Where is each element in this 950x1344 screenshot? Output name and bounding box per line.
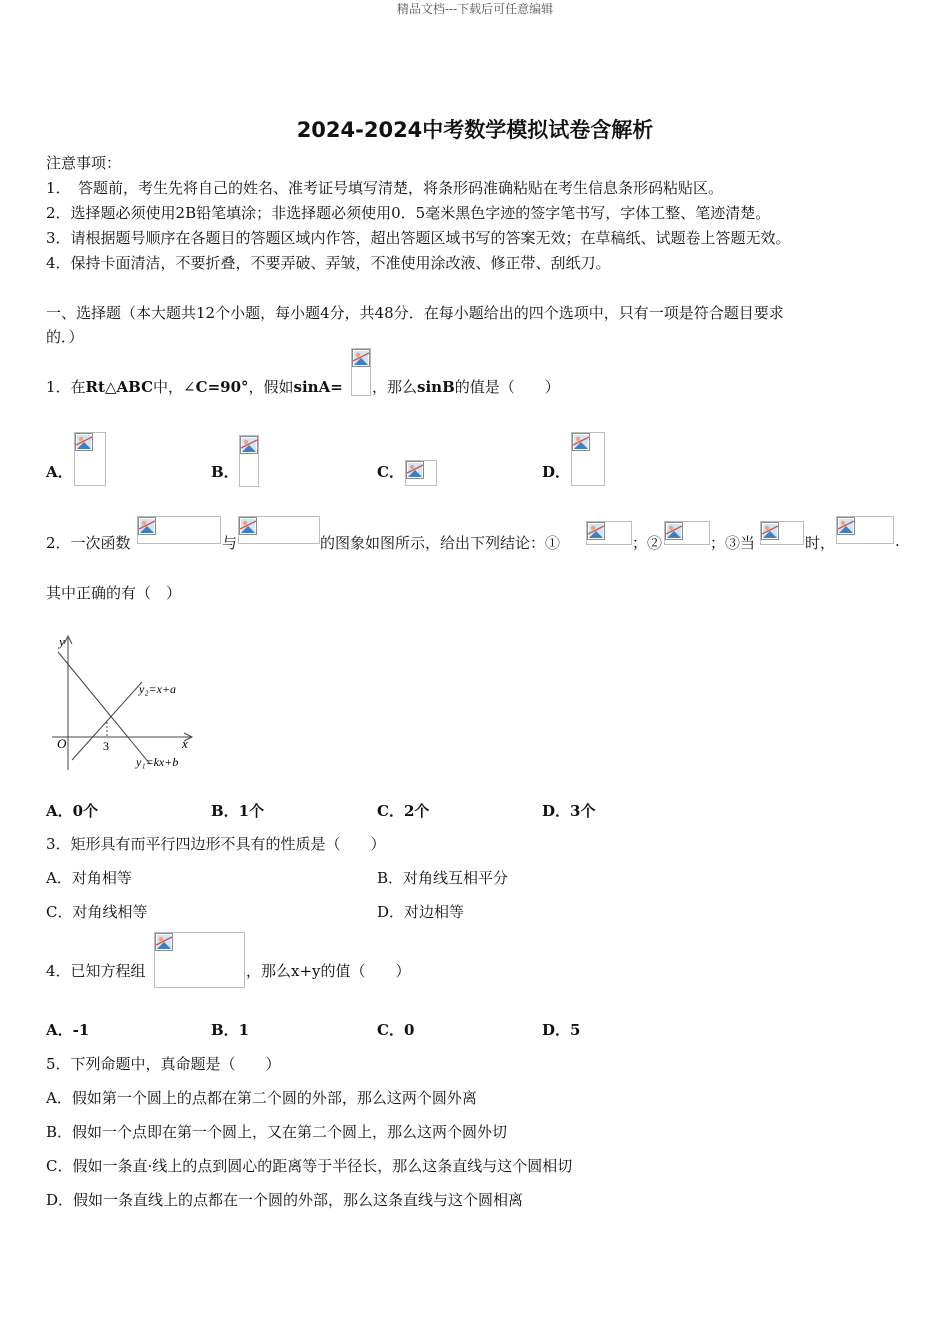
q2-conclusion2-image bbox=[664, 521, 710, 545]
notice-item-3: 3．请根据题号顺序在各题目的答题区域内作答，超出答题区域书写的答案无效；在草稿纸、试题卷上答题无效。 bbox=[46, 229, 791, 247]
q2-sep1: ；② bbox=[632, 534, 663, 552]
q2-end: . bbox=[895, 532, 900, 550]
origin-label: O bbox=[57, 736, 67, 751]
line-y2-label: y₂=x+a bbox=[139, 682, 177, 696]
line-y1-label: y₁=kx+b bbox=[136, 755, 179, 769]
question-1-stem-end bbox=[372, 376, 560, 397]
q1-option-d-image bbox=[571, 432, 605, 486]
q3-option-b: B．对角线互相平分 bbox=[377, 869, 509, 887]
q1-option-c-image bbox=[405, 460, 437, 486]
q5-option-d: D．假如一条直线上的点都在一个圆的外部，那么这条直线与这个圆相离 bbox=[46, 1191, 524, 1209]
q4-pre: 4．已知方程组 bbox=[46, 962, 146, 980]
q5-option-a: A．假如第一个圆上的点都在第二个圆的外部，那么这两个圆外离 bbox=[46, 1089, 477, 1107]
q2-mid: 的图象如图所示，给出下列结论：① bbox=[320, 534, 561, 552]
q3-option-d: D．对边相等 bbox=[377, 903, 465, 921]
q3-stem: 3．矩形具有而平行四边形不具有的性质是（ ） bbox=[46, 835, 386, 853]
q3-option-c: C．对角线相等 bbox=[46, 903, 148, 921]
q1-c90: C=90° bbox=[195, 378, 249, 396]
q1-option-b-image bbox=[239, 435, 259, 487]
broken-image-icon bbox=[406, 461, 424, 479]
section1-heading-line2: 的．） bbox=[46, 328, 84, 346]
q2-and: 与 bbox=[222, 534, 238, 552]
q2-sep2: ；③当 bbox=[710, 534, 756, 552]
q1-pre: 1．在 bbox=[46, 378, 86, 396]
q4-post: ，那么x+y的值（ ） bbox=[246, 962, 411, 980]
q2-option-d: D．3个 bbox=[542, 802, 596, 820]
q2-option-a: A．0个 bbox=[46, 802, 99, 820]
q2-when: 时， bbox=[805, 534, 836, 552]
q1-option-c: C． bbox=[377, 463, 404, 481]
q5-option-c: C．假如一条直·线上的点到圆心的距离等于半径长，那么这条直线与这个圆相切 bbox=[46, 1157, 573, 1175]
q2-option-c: C．2个 bbox=[377, 802, 430, 820]
q1-option-d: D． bbox=[542, 463, 571, 481]
q4-equation-system-image bbox=[154, 932, 245, 988]
q2-function2-image bbox=[238, 516, 320, 544]
x-axis-label: x bbox=[182, 736, 188, 751]
q2-function-graph bbox=[46, 630, 206, 780]
question-1-stem bbox=[46, 376, 343, 397]
q2-condition-image bbox=[760, 521, 804, 545]
q1-post1: ，那么 bbox=[372, 378, 418, 396]
section1-heading-line1: 一、选择题（本大题共12个小题，每小题4分，共48分．在每小题给出的四个选项中，只有一项是符合题目要求 bbox=[46, 304, 784, 322]
q1-mid2: 中，∠ bbox=[153, 378, 196, 396]
q2-pre: 2．一次函数 bbox=[46, 534, 131, 552]
broken-image-icon bbox=[837, 517, 855, 535]
q5-stem: 5．下列命题中，真命题是（ ） bbox=[46, 1055, 281, 1073]
q4-option-a: A．-1 bbox=[46, 1021, 90, 1039]
y-axis-label: y bbox=[59, 634, 65, 649]
broken-image-icon bbox=[239, 517, 257, 535]
q1-option-a-image bbox=[74, 432, 106, 486]
broken-image-icon bbox=[665, 522, 683, 540]
q1-mid3: ，假如 bbox=[248, 378, 294, 396]
broken-image-icon bbox=[352, 349, 370, 367]
notice-heading: 注意事项： bbox=[46, 154, 122, 172]
q2-line2: 其中正确的有（ ） bbox=[46, 584, 182, 602]
q1-option-a: A． bbox=[46, 463, 73, 481]
broken-image-icon bbox=[138, 517, 156, 535]
q1-sina: sinA= bbox=[293, 378, 343, 396]
notice-item-2: 2．选择题必须使用2B铅笔填涂；非选择题必须使用0．5毫米黑色字迹的签字笔书写，字体工整、笔迹清楚。 bbox=[46, 204, 771, 222]
tick-label-3: 3 bbox=[103, 739, 109, 753]
broken-image-icon bbox=[240, 436, 258, 454]
broken-image-icon bbox=[761, 522, 779, 540]
notice-item-4: 4．保持卡面清洁，不要折叠，不要弄破、弄皱，不准使用涂改液、修正带、刮纸刀。 bbox=[46, 254, 611, 272]
q1-rt: Rt bbox=[85, 378, 105, 396]
broken-image-icon bbox=[572, 433, 590, 451]
q1-post2: 的值是（ ） bbox=[454, 378, 560, 396]
q1-sinb: sinB bbox=[417, 378, 455, 396]
q4-option-d: D．5 bbox=[542, 1021, 581, 1039]
q2-option-b: B．1个 bbox=[211, 802, 265, 820]
q1-formula-image bbox=[351, 348, 371, 396]
q4-option-c: C．0 bbox=[377, 1021, 415, 1039]
q4-option-b: B．1 bbox=[211, 1021, 250, 1039]
q2-conclusion3-image bbox=[836, 516, 894, 544]
broken-image-icon bbox=[587, 522, 605, 540]
q1-option-b: B． bbox=[211, 463, 239, 481]
q2-conclusion1-image bbox=[586, 521, 632, 545]
q2-function1-image bbox=[137, 516, 221, 544]
q3-option-a: A．对角相等 bbox=[46, 869, 132, 887]
q1-abc: ABC bbox=[116, 378, 154, 396]
notice-item-1: 1． 答题前，考生先将自己的姓名、准考证号填写清楚，将条形码准确粘贴在考生信息条形码粘贴区。 bbox=[46, 179, 724, 197]
broken-image-icon bbox=[75, 433, 93, 451]
q5-option-b: B．假如一个点即在第一个圆上，又在第二个圆上，那么这两个圆外切 bbox=[46, 1123, 508, 1141]
q1-triangle: △ bbox=[104, 378, 117, 396]
header-watermark: 精品文档---下载后可任意编辑 bbox=[396, 2, 554, 16]
broken-image-icon bbox=[155, 933, 173, 951]
document-title: 2024-2024中考数学模拟试卷含解析 bbox=[296, 118, 654, 142]
